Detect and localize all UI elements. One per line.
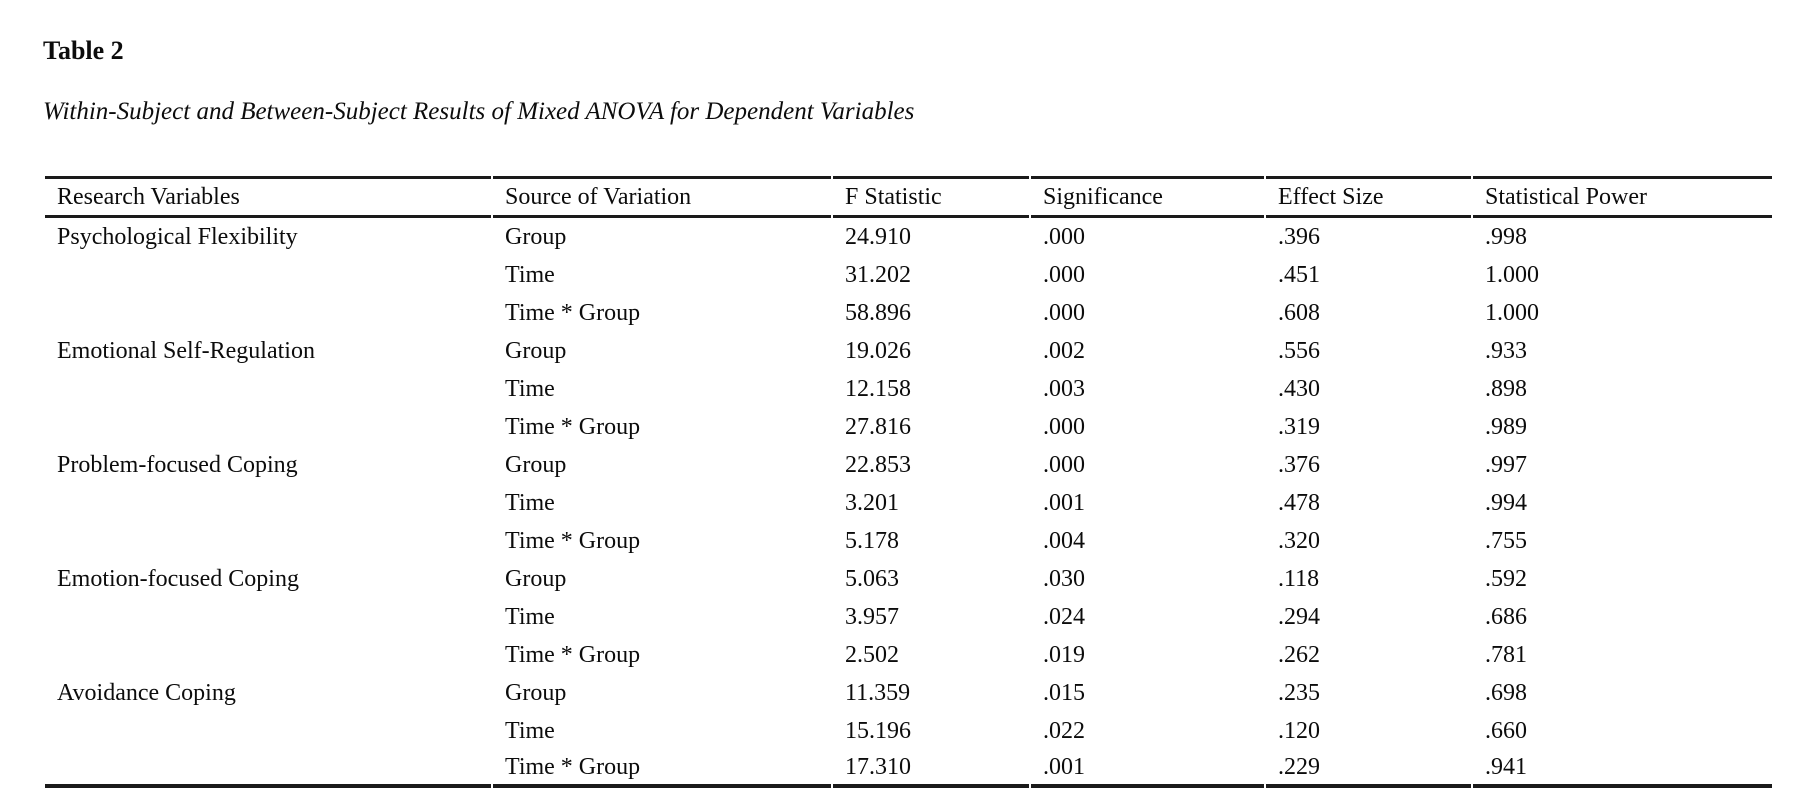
cell-effect-size: .229 xyxy=(1266,750,1471,788)
table-body xyxy=(45,218,1772,788)
cell-significance: .001 xyxy=(1043,489,1085,516)
cell-research-variable xyxy=(45,370,491,408)
cell-statistical-power: .686 xyxy=(1485,603,1527,630)
column-header-statistical-power: Statistical Power xyxy=(1473,176,1772,218)
table-row xyxy=(45,332,1772,370)
cell-research-variable: Problem-focused Coping xyxy=(57,451,298,478)
column-header-effect-size: Effect Size xyxy=(1266,176,1471,218)
table-row xyxy=(45,560,1772,598)
cell-significance: .000 xyxy=(1043,299,1085,326)
cell-f-statistic: 3.201 xyxy=(845,489,899,516)
table-row xyxy=(45,712,1772,750)
cell-significance: .002 xyxy=(1043,337,1085,364)
cell-significance: .022 xyxy=(1043,717,1085,744)
cell-source-of-variation: Time * Group xyxy=(505,527,641,554)
cell-source-of-variation: Time xyxy=(505,375,555,402)
cell-significance: .001 xyxy=(1031,750,1264,788)
cell-source-of-variation: Time xyxy=(505,261,555,288)
cell-f-statistic: 31.202 xyxy=(845,261,911,288)
cell-f-statistic: 12.158 xyxy=(845,375,911,402)
cell-f-statistic: 5.063 xyxy=(845,565,899,592)
cell-statistical-power: .997 xyxy=(1485,451,1527,478)
table-header xyxy=(45,176,1772,218)
column-header-significance: Significance xyxy=(1031,176,1264,218)
table-row xyxy=(45,370,1772,408)
cell-statistical-power: .989 xyxy=(1485,413,1527,440)
cell-source-of-variation: Group xyxy=(505,565,567,592)
cell-significance: .000 xyxy=(1043,261,1085,288)
cell-statistical-power: .592 xyxy=(1485,565,1527,592)
table-row xyxy=(45,446,1772,484)
cell-f-statistic: 17.310 xyxy=(833,750,1029,788)
cell-f-statistic: 5.178 xyxy=(845,527,899,554)
cell-effect-size: .294 xyxy=(1278,603,1320,630)
cell-source-of-variation: Group xyxy=(505,679,567,706)
table-row xyxy=(45,750,1772,788)
cell-source-of-variation: Group xyxy=(505,451,567,478)
cell-statistical-power: 1.000 xyxy=(1485,261,1539,288)
cell-statistical-power: .941 xyxy=(1473,750,1772,788)
cell-statistical-power: .998 xyxy=(1485,223,1527,250)
cell-f-statistic: 27.816 xyxy=(845,413,911,440)
cell-effect-size: .120 xyxy=(1278,717,1320,744)
cell-effect-size: .262 xyxy=(1278,641,1320,668)
table-row xyxy=(45,218,1772,256)
cell-f-statistic: 15.196 xyxy=(845,717,911,744)
cell-f-statistic: 19.026 xyxy=(845,337,911,364)
cell-source-of-variation: Group xyxy=(505,337,567,364)
cell-research-variable xyxy=(45,408,491,446)
cell-source-of-variation: Time * Group xyxy=(505,299,641,326)
cell-effect-size: .376 xyxy=(1278,451,1320,478)
table-row xyxy=(45,408,1772,446)
cell-research-variable xyxy=(45,598,491,636)
cell-effect-size: .608 xyxy=(1278,299,1320,326)
cell-statistical-power: .755 xyxy=(1485,527,1527,554)
cell-research-variable: Psychological Flexibility xyxy=(57,223,298,250)
cell-statistical-power: .933 xyxy=(1485,337,1527,364)
cell-significance: .015 xyxy=(1043,679,1085,706)
table-row xyxy=(45,636,1772,674)
cell-statistical-power: .994 xyxy=(1485,489,1527,516)
cell-research-variable xyxy=(45,522,491,560)
cell-source-of-variation: Time * Group xyxy=(505,413,641,440)
cell-effect-size: .320 xyxy=(1278,527,1320,554)
cell-statistical-power: .781 xyxy=(1485,641,1527,668)
cell-research-variable: Avoidance Coping xyxy=(57,679,236,706)
table-caption: Within-Subject and Between-Subject Results of Mixed ANOVA for Dependent Variables xyxy=(43,98,915,125)
cell-research-variable xyxy=(45,750,491,788)
table-row xyxy=(45,294,1772,332)
cell-significance: .000 xyxy=(1043,451,1085,478)
cell-effect-size: .235 xyxy=(1278,679,1320,706)
cell-research-variable xyxy=(45,256,491,294)
cell-effect-size: .556 xyxy=(1278,337,1320,364)
header-row xyxy=(45,176,1772,218)
cell-f-statistic: 22.853 xyxy=(845,451,911,478)
cell-research-variable xyxy=(45,294,491,332)
cell-f-statistic: 24.910 xyxy=(845,223,911,250)
cell-research-variable xyxy=(45,484,491,522)
cell-source-of-variation: Time * Group xyxy=(493,750,831,788)
table-row xyxy=(45,484,1772,522)
column-header-source-of-variation: Source of Variation xyxy=(493,176,831,218)
cell-effect-size: .451 xyxy=(1278,261,1320,288)
cell-effect-size: .118 xyxy=(1278,565,1320,592)
cell-effect-size: .319 xyxy=(1278,413,1320,440)
cell-research-variable: Emotion-focused Coping xyxy=(57,565,299,592)
cell-source-of-variation: Time xyxy=(505,603,555,630)
cell-f-statistic: 11.359 xyxy=(845,679,911,706)
cell-f-statistic: 2.502 xyxy=(845,641,899,668)
cell-significance: .024 xyxy=(1043,603,1085,630)
table-row xyxy=(45,256,1772,294)
cell-significance: .000 xyxy=(1043,413,1085,440)
cell-effect-size: .430 xyxy=(1278,375,1320,402)
cell-f-statistic: 58.896 xyxy=(845,299,911,326)
cell-effect-size: .396 xyxy=(1278,223,1320,250)
anova-results-table xyxy=(43,176,1774,788)
cell-statistical-power: .898 xyxy=(1485,375,1527,402)
table-row xyxy=(45,674,1772,712)
table-row xyxy=(45,522,1772,560)
cell-statistical-power: .698 xyxy=(1485,679,1527,706)
table-row xyxy=(45,598,1772,636)
cell-statistical-power: 1.000 xyxy=(1485,299,1539,326)
cell-effect-size: .478 xyxy=(1278,489,1320,516)
cell-research-variable xyxy=(45,636,491,674)
cell-source-of-variation: Time xyxy=(505,489,555,516)
table-number: Table 2 xyxy=(43,36,124,65)
cell-statistical-power: .660 xyxy=(1485,717,1527,744)
cell-significance: .003 xyxy=(1043,375,1085,402)
cell-significance: .030 xyxy=(1043,565,1085,592)
column-header-f-statistic: F Statistic xyxy=(833,176,1029,218)
cell-source-of-variation: Time xyxy=(505,717,555,744)
cell-source-of-variation: Time * Group xyxy=(505,641,641,668)
cell-significance: .000 xyxy=(1043,223,1085,250)
cell-source-of-variation: Group xyxy=(505,223,567,250)
cell-research-variable xyxy=(45,712,491,750)
cell-research-variable: Emotional Self-Regulation xyxy=(57,337,315,364)
cell-significance: .004 xyxy=(1043,527,1085,554)
column-header-research-variables: Research Variables xyxy=(45,176,491,218)
cell-significance: .019 xyxy=(1043,641,1085,668)
cell-f-statistic: 3.957 xyxy=(845,603,899,630)
